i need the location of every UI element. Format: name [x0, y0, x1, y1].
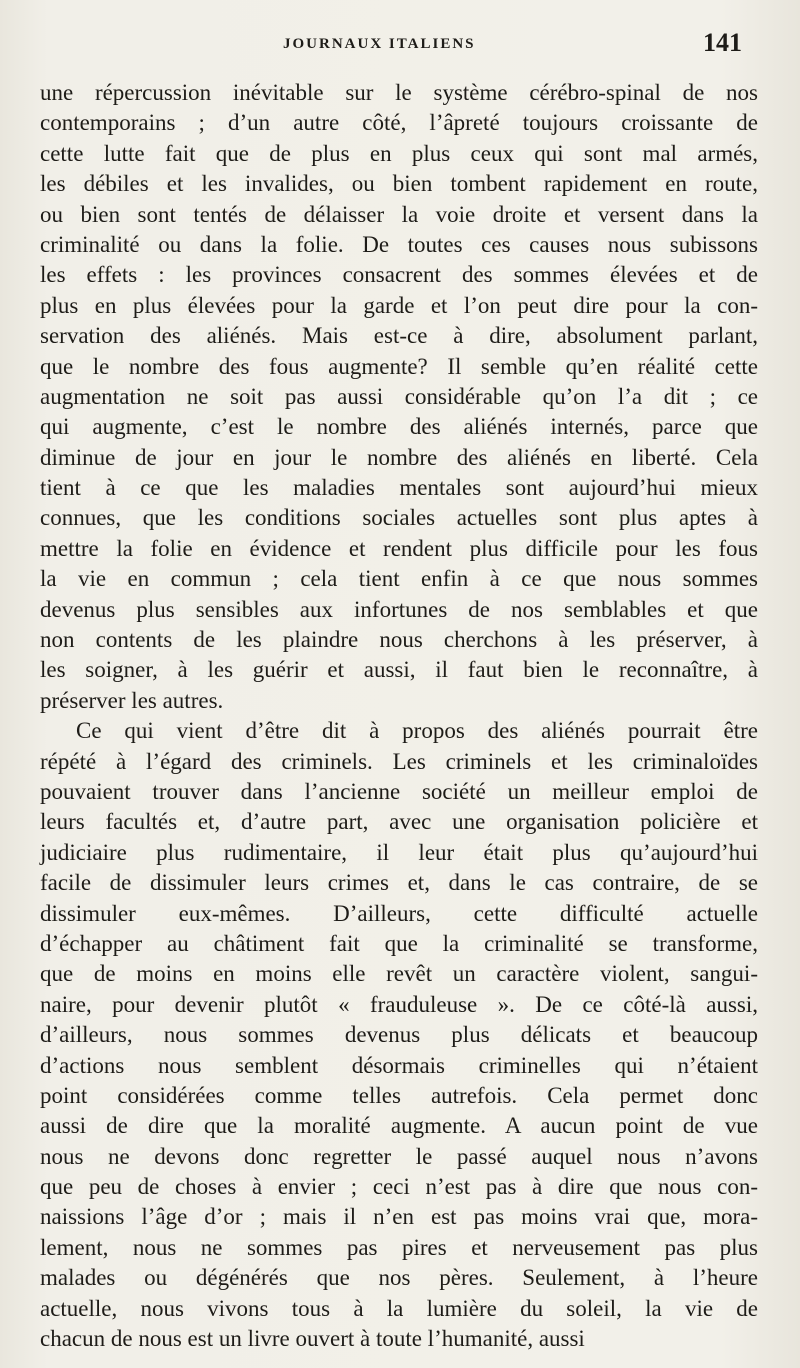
- text-line: pouvaient trouver dans l’ancienne société un meilleur emploi de: [40, 778, 758, 804]
- text-line: les débiles et les invalides, ou bien tombent rapidement en route,: [40, 171, 758, 197]
- text-line: que peu de choses à envier ; ceci n’est pas à dire que nous con-: [40, 1174, 758, 1200]
- text-line: la vie en commun ; cela tient enfin à ce que nous sommes: [40, 566, 758, 592]
- text-line: cette lutte fait que de plus en plus ceux qui sont mal armés,: [40, 140, 758, 166]
- text-line: que le nombre des fous augmente? Il semble qu’en réalité cette: [40, 353, 758, 379]
- text-line: ou bien sont tentés de délaisser la voie droite et versent dans la: [40, 201, 758, 227]
- text-line: que de moins en moins elle revêt un caractère violent, sangui-: [40, 961, 758, 987]
- text-line: les soigner, à les guérir et aussi, il faut bien le reconnaître, à: [40, 657, 758, 683]
- text-line: actuelle, nous vivons tous à la lumière du soleil, la vie de: [40, 1295, 758, 1321]
- text-line: facile de dissimuler leurs crimes et, dans le cas contraire, de se: [40, 870, 758, 896]
- text-line: dissimuler eux-mêmes. D’ailleurs, cette difficulté actuelle: [40, 900, 758, 926]
- text-line: lement, nous ne sommes pas pires et nerveusement pas plus: [40, 1234, 758, 1260]
- body-text: [40, 78, 758, 1354]
- text-line: point considérées comme telles autrefois. Cela permet donc: [40, 1082, 758, 1108]
- text-line: judiciaire plus rudimentaire, il leur était plus qu’aujourd’hui: [40, 839, 758, 865]
- text-line: devenus plus sensibles aux infortunes de nos semblables et que: [40, 596, 758, 622]
- page-header: [0, 28, 800, 68]
- text-line: répété à l’égard des criminels. Les criminels et les criminaloïdes: [40, 748, 758, 774]
- text-line: augmentation ne soit pas aussi considérable qu’on l’a dit ; ce: [40, 383, 758, 409]
- text-line: leurs facultés et, d’autre part, avec une organisation policière et: [40, 809, 758, 835]
- text-line: d’ailleurs, nous sommes devenus plus délicats et beaucoup: [40, 1022, 758, 1048]
- page-number: 141: [703, 28, 742, 57]
- text-line: criminalité ou dans la folie. De toutes ces causes nous subissons: [40, 231, 758, 257]
- text-line: Ce qui vient d’être dit à propos des aliénés pourrait être: [76, 718, 758, 744]
- text-line: naissions l’âge d’or ; mais il n’en est pas moins vrai que, mora-: [40, 1204, 758, 1230]
- text-line: mettre la folie en évidence et rendent plus difficile pour les fous: [40, 535, 758, 561]
- text-line: diminue de jour en jour le nombre des aliénés en liberté. Cela: [40, 444, 758, 470]
- text-line: nous ne devons donc regretter le passé auquel nous n’avons: [40, 1143, 758, 1169]
- text-line: servation des aliénés. Mais est-ce à dire, absolument parlant,: [40, 323, 758, 349]
- text-line: les effets : les provinces consacrent des sommes élevées et de: [40, 262, 758, 288]
- text-line: d’échapper au châtiment fait que la criminalité se transforme,: [40, 930, 758, 956]
- text-line: naire, pour devenir plutôt « frauduleuse ». De ce côté-là aussi,: [40, 991, 758, 1017]
- text-line: non contents de les plaindre nous cherchons à les préserver, à: [40, 627, 758, 653]
- text-line: qui augmente, c’est le nombre des aliénés internés, parce que: [40, 414, 758, 440]
- text-line: contemporains ; d’un autre côté, l’âpreté toujours croissante de: [40, 110, 758, 136]
- text-line: tient à ce que les maladies mentales sont aujourd’hui mieux: [40, 475, 758, 501]
- paragraph: [40, 716, 758, 1354]
- text-line: aussi de dire que la moralité augmente. A aucun point de vue: [40, 1113, 758, 1139]
- text-line: connues, que les conditions sociales actuelles sont plus aptes à: [40, 505, 758, 531]
- text-line: préserver les autres.: [40, 687, 224, 713]
- text-line: chacun de nous est un livre ouvert à toute l’humanité, aussi: [40, 1326, 585, 1352]
- text-line: d’actions nous semblent désormais criminelles qui n’étaient: [40, 1052, 758, 1078]
- text-line: malades ou dégénérés que nos pères. Seulement, à l’heure: [40, 1265, 758, 1291]
- running-title: JOURNAUX ITALIENS: [283, 36, 476, 52]
- text-line: plus en plus élevées pour la garde et l’on peut dire pour la con-: [40, 292, 758, 318]
- paragraph: [40, 78, 758, 716]
- text-line: une répercussion inévitable sur le système cérébro-spinal de nos: [40, 80, 758, 105]
